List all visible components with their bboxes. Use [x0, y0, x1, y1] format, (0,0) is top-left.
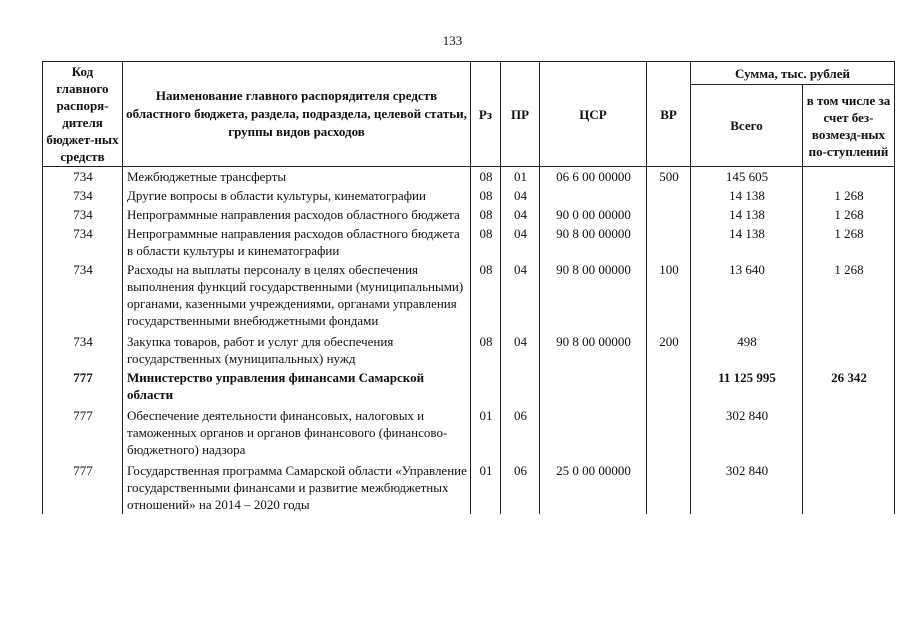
- cell-rz: 01: [471, 404, 501, 459]
- table-row: [43, 186, 895, 205]
- cell-total: 11 125 995: [691, 368, 803, 404]
- cell-code: 734: [43, 330, 123, 368]
- header-gratis: в том числе за счет без-возмезд-ных по-ступлений: [803, 85, 895, 167]
- budget-table: [42, 61, 895, 514]
- header-name: Наименование главного распорядителя средств областного бюджета, раздела, подраздела, целевой статьи, группы видов расходов: [123, 62, 471, 167]
- cell-gratis: [803, 330, 895, 368]
- cell-vr: 500: [647, 167, 691, 187]
- cell-name: Государственная программа Самарской области «Управление государственными финансами и развитие межбюджетных отношений» на 2014 – 2020 годы: [123, 459, 471, 514]
- cell-csr: [540, 404, 647, 459]
- table-row: [43, 167, 895, 187]
- cell-pr: 04: [501, 205, 540, 224]
- cell-pr: 04: [501, 186, 540, 205]
- cell-pr: 04: [501, 330, 540, 368]
- cell-total: 145 605: [691, 167, 803, 187]
- cell-vr: 200: [647, 330, 691, 368]
- cell-rz: 01: [471, 459, 501, 514]
- cell-code: 777: [43, 368, 123, 404]
- cell-total: 498: [691, 330, 803, 368]
- cell-rz: 08: [471, 260, 501, 330]
- header-total: Всего: [691, 85, 803, 167]
- cell-pr: 04: [501, 224, 540, 260]
- cell-rz: 08: [471, 224, 501, 260]
- cell-code: 734: [43, 224, 123, 260]
- cell-pr: 04: [501, 260, 540, 330]
- cell-csr: 90 0 00 00000: [540, 205, 647, 224]
- header-vr: ВР: [647, 62, 691, 167]
- cell-name: Министерство управления финансами Самарской области: [123, 368, 471, 404]
- table-body: [43, 167, 895, 515]
- cell-total: 14 138: [691, 224, 803, 260]
- cell-total: 13 640: [691, 260, 803, 330]
- cell-name: Закупка товаров, работ и услуг для обеспечения государственных (муниципальных) нужд: [123, 330, 471, 368]
- cell-name: Межбюджетные трансферты: [123, 167, 471, 187]
- table-row: [43, 224, 895, 260]
- cell-rz: [471, 368, 501, 404]
- cell-rz: 08: [471, 330, 501, 368]
- header-csr: ЦСР: [540, 62, 647, 167]
- cell-csr: 90 8 00 00000: [540, 330, 647, 368]
- header-rz: Рз: [471, 62, 501, 167]
- cell-total: 14 138: [691, 205, 803, 224]
- cell-code: 734: [43, 167, 123, 187]
- cell-gratis: [803, 167, 895, 187]
- cell-gratis: 26 342: [803, 368, 895, 404]
- cell-rz: 08: [471, 167, 501, 187]
- page-number: 133: [442, 33, 463, 48]
- cell-pr: 06: [501, 404, 540, 459]
- cell-pr: [501, 368, 540, 404]
- cell-vr: [647, 205, 691, 224]
- cell-gratis: [803, 404, 895, 459]
- cell-gratis: 1 268: [803, 205, 895, 224]
- cell-total: 14 138: [691, 186, 803, 205]
- cell-csr: [540, 368, 647, 404]
- cell-vr: [647, 186, 691, 205]
- cell-name: Обеспечение деятельности финансовых, налоговых и таможенных органов и органов финансового (финансово-бюджетного) надзора: [123, 404, 471, 459]
- cell-code: 734: [43, 186, 123, 205]
- cell-csr: 25 0 00 00000: [540, 459, 647, 514]
- cell-csr: 06 6 00 00000: [540, 167, 647, 187]
- cell-name: Непрограммные направления расходов областного бюджета: [123, 205, 471, 224]
- cell-csr: 90 8 00 00000: [540, 260, 647, 330]
- header-pr: ПР: [501, 62, 540, 167]
- table-row: [43, 368, 895, 404]
- cell-vr: [647, 404, 691, 459]
- cell-csr: [540, 186, 647, 205]
- cell-code: 734: [43, 260, 123, 330]
- table-row: [43, 459, 895, 514]
- cell-name: Расходы на выплаты персоналу в целях обеспечения выполнения функций государственными (муниципальными) органами, казенными учреждениями, органами управления государственными внебюджетными фондами: [123, 260, 471, 330]
- table-row: [43, 260, 895, 330]
- cell-code: 777: [43, 459, 123, 514]
- cell-code: 777: [43, 404, 123, 459]
- table-row: [43, 404, 895, 459]
- cell-vr: [647, 459, 691, 514]
- cell-total: 302 840: [691, 404, 803, 459]
- cell-vr: 100: [647, 260, 691, 330]
- cell-vr: [647, 368, 691, 404]
- cell-gratis: 1 268: [803, 186, 895, 205]
- cell-rz: 08: [471, 205, 501, 224]
- header-code: Код главного распоря-дителя бюджет-ных средств: [43, 62, 123, 167]
- cell-pr: 01: [501, 167, 540, 187]
- cell-total: 302 840: [691, 459, 803, 514]
- cell-csr: 90 8 00 00000: [540, 224, 647, 260]
- cell-name: Непрограммные направления расходов областного бюджета в области культуры и кинематографии: [123, 224, 471, 260]
- cell-pr: 06: [501, 459, 540, 514]
- header-sum-group: Сумма, тыс. рублей: [691, 62, 895, 85]
- cell-vr: [647, 224, 691, 260]
- cell-gratis: [803, 459, 895, 514]
- cell-name: Другие вопросы в области культуры, кинематографии: [123, 186, 471, 205]
- table-row: [43, 330, 895, 368]
- cell-rz: 08: [471, 186, 501, 205]
- cell-code: 734: [43, 205, 123, 224]
- table-header: [43, 62, 895, 167]
- cell-gratis: 1 268: [803, 224, 895, 260]
- cell-gratis: 1 268: [803, 260, 895, 330]
- table-row: [43, 205, 895, 224]
